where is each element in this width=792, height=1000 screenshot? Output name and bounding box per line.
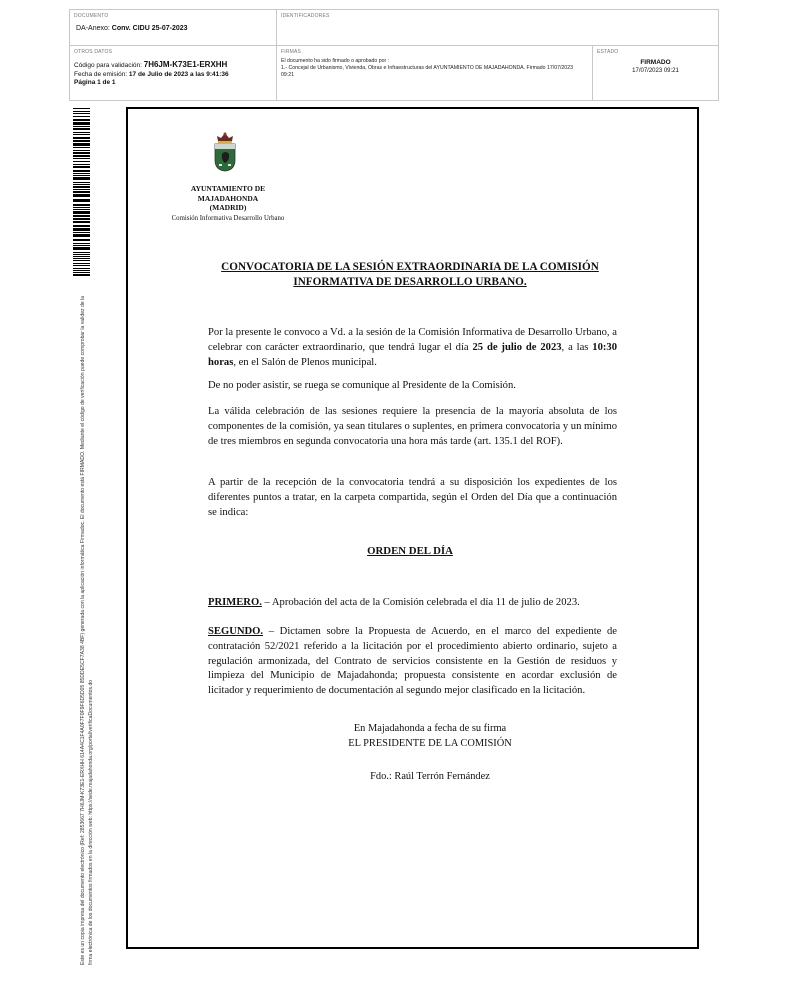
validation-code: 7H6JM-K73E1-ERXHH	[143, 60, 228, 69]
side-verification-text: Este es un copia impresa del documento electrónico (Ref: 2853667 7H6JM-K73E1-ERXHH 614A4C1F4A0F7F0F9F6D5D05 85DDE5CF7A38 4BF) generada con la aplicación informática Firmadoc. El documento está FIRMADO. Mediante el código de verificación puede comprobar la validez de la firma electrónica de los documentos firmados en la dirección web: https://sede.majadahonda.org/portal/verificaDocumentos.do	[80, 295, 94, 965]
p1-text-c: , en el Salón de Plenos municipal.	[233, 356, 377, 368]
otros-caption: OTROS DATOS	[74, 49, 113, 55]
agenda-item-2-text: – Dictamen sobre la Propuesta de Acuerdo, en el marco del expediente de contratación 52/2021 referido a la licitación por el procedimiento abierto ordinario, sujeto a regulación armonizada, del Contrato de servicios consistente en la Gestión de residuos y limpieza del Municipio de Majadahonda; propuesta consistente en acordar exclusión de licitador y requerimiento de documentación al segundo mejor clasificado en la licitación.	[208, 626, 617, 697]
fecha-line	[74, 71, 229, 80]
paragraph-asistencia: De no poder asistir, se ruega se comunique al Presidente de la Comisión.	[208, 380, 516, 391]
identificadores-cell	[277, 10, 718, 46]
estado-cell	[593, 46, 718, 100]
session-time: 10:30 horas	[208, 341, 617, 368]
documento-id: Conv. CIDU 25-07-2023	[111, 25, 188, 32]
estado-caption: ESTADO	[597, 49, 619, 55]
pagina-line	[74, 79, 229, 88]
identificadores-caption: IDENTIFICADORES	[281, 13, 330, 19]
coat-of-arms-icon	[210, 130, 240, 172]
letterhead-line-2: MAJADAHONDA	[197, 193, 259, 203]
letterhead-line-1: AYUNTAMIENTO DE	[190, 184, 266, 193]
document-title	[200, 260, 620, 290]
documento-cell	[70, 10, 277, 46]
firmas-text	[281, 58, 586, 79]
page-frame	[126, 107, 699, 949]
signature-role: EL PRESIDENTE DE LA COMISIÓN	[348, 738, 512, 749]
agenda-item-2-label: SEGUNDO.	[208, 626, 264, 637]
documento-prefix: DA-Anexo:	[76, 25, 112, 32]
paragraph-quorum: La válida celebración de las sesiones requiere la presencia de la mayoría absoluta de los componentes de la comisión, ya sean titulares o suplentes, en primera convocatoria y un mínimo de tres miembros en segunda convocatoria una hora más tarde (art. 135.1 del ROF).	[208, 406, 617, 447]
firmas-line-2: 1.- Concejal de Urbanismo, Vivienda, Obras e Infraestructuras del AYUNTAMIENTO DE MAJADAHONDA. Firmado 17/07/2023 09:21	[281, 65, 573, 78]
agenda-item-1-label: PRIMERO.	[208, 597, 262, 608]
documento-caption: DOCUMENTO	[74, 13, 109, 19]
signature-block	[250, 721, 610, 751]
pagina-value: Página 1 de 1	[74, 79, 116, 86]
document-header-table	[69, 9, 719, 101]
letterhead-block	[160, 184, 296, 213]
firmas-line-1: El documento ha sido firmado o aprobado por :	[281, 58, 390, 64]
letterhead-line-3: (MADRID)	[209, 203, 247, 212]
codigo-label: Código para validación:	[74, 62, 144, 69]
otros-datos-cell	[70, 46, 277, 100]
signature-place-date: En Majadahonda a fecha de su firma	[353, 723, 507, 734]
title-line-2: INFORMATIVA DE DESARROLLO URBANO.	[293, 276, 527, 288]
firmas-cell	[277, 46, 593, 100]
session-date: 25 de julio de 2023	[472, 341, 562, 353]
agenda-item-1-text: – Aprobación del acta de la Comisión celebrada el día 11 de julio de 2023.	[261, 597, 580, 608]
paragraph-convocatoria	[208, 326, 617, 370]
paragraph-expedientes: A partir de la recepción de la convocatoria tendrá a su disposición los expedientes de los diferentes puntos a tratar, en la carpeta compartida, según el Orden del Día que a continuación se indica:	[208, 477, 617, 518]
otros-lines	[74, 61, 229, 88]
barcode-icon	[73, 108, 90, 278]
fecha-label: Fecha de emisión:	[74, 70, 129, 78]
p1-text-a: Por la presente le convoco a Vd. a la sesión de la Comisión Informativa de Desarrollo Urbano, a celebrar con carácter extraordinario, que tendrá lugar el día	[208, 327, 617, 353]
fecha-value: 17 de Julio de 2023 a las 9:41:36	[128, 70, 229, 78]
estado-date: 17/07/2023 09:21	[632, 68, 679, 74]
orden-del-dia-heading: ORDEN DEL DÍA	[367, 545, 453, 557]
codigo-line	[74, 61, 229, 71]
signature-name: Fdo.: Raúl Terrón Fernández	[370, 771, 490, 782]
agenda-item-2	[208, 625, 617, 699]
agenda-item-1	[208, 596, 617, 611]
documento-value	[76, 25, 188, 32]
title-line-1: CONVOCATORIA DE LA SESIÓN EXTRAORDINARIA DE LA COMISIÓN	[221, 261, 599, 273]
estado-value: FIRMADO	[640, 59, 671, 66]
firmas-caption: FIRMAS	[281, 49, 302, 55]
letterhead-committee: Comisión Informativa Desarrollo Urbano	[171, 215, 285, 222]
p1-text-b: , a las	[561, 341, 593, 353]
